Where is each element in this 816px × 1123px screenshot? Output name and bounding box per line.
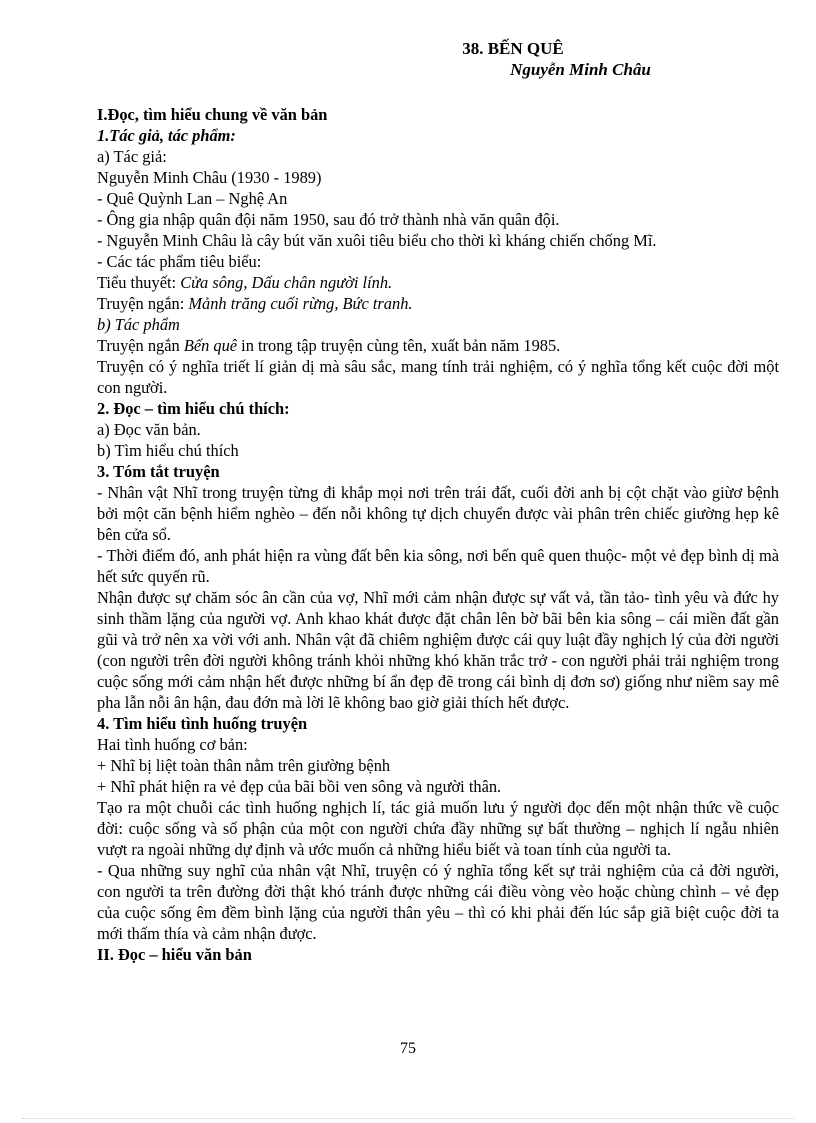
work-label: b) Tác phẩm [97,315,180,334]
document-title: 38. BẾN QUÊ [462,39,564,58]
author-name: Nguyễn Minh Châu [510,60,651,79]
work-pre: Truyện ngắn [97,336,184,355]
author-label: a) Tác giả: [97,147,167,166]
page-bottom-divider [22,1118,794,1119]
work-meaning: Truyện có ý nghĩa triết lí giản dị mà sâu sắc, mang tính trải nghiệm, có ý nghĩa tổng kết cuộc đời một con người. [97,357,779,397]
novel-label: Tiểu thuyết: [97,273,181,292]
bio-line: - Ông gia nhập quân đội năm 1950, sau đó trở thành nhà văn quân đội. [97,210,560,229]
story-titles: Mảnh trăng cuối rừng, Bức tranh. [188,294,413,313]
read-item: a) Đọc văn bản. [97,420,201,439]
read-item: b) Tìm hiểu chú thích [97,441,239,460]
section-heading-2: II. Đọc – hiểu văn bản [97,945,252,964]
work-line [97,335,779,356]
story-line [97,293,779,314]
section-heading-1: I.Đọc, tìm hiểu chung về văn bản [97,105,328,124]
page-number: 75 [400,1040,416,1057]
author-years: Nguyễn Minh Châu (1930 - 1989) [97,168,322,187]
work-post: in trong tập truyện cùng tên, xuất bản năm 1985. [237,336,561,355]
bio-line: - Các tác phẩm tiêu biểu: [97,252,262,271]
bio-line: - Quê Quỳnh Lan – Nghệ An [97,189,288,208]
summary-paragraph: - Thời điểm đó, anh phát hiện ra vùng đất bên kia sông, nơi bến quê quen thuộc- một vẻ đẹp bình dị mà hết sức quyến rũ. [97,546,779,586]
document-page [97,38,779,965]
summary-paragraph: Nhận được sự chăm sóc ân cần của vợ, Nhĩ mới cảm nhận được sự vất vả, tần tảo- tình yêu và đức hy sinh thầm lặng của người vợ. Anh khao khát được đặt chân lên bờ bãi bên kia sông – cái miền đất gần gũi và trở nên xa vời với anh. Nhân vật đã chiêm nghiệm được cái quy luật đầy nghịch lý của đời người (con người trên đời người không tránh khỏi những khó khăn trắc trở - con người phải trải nghiệm trong cuộc sống mới cảm nhận hết được những bí ẩn đẹp đẽ trong cái bình dị đơn sơ) giống như niềm say mê pha lẫn nỗi ân hận, đau đớn mà lời lẽ không bao giờ giải thích hết được. [97,588,779,712]
novel-titles: Cửa sông, Dấu chân người lính. [180,273,393,292]
subsection-heading-author-work: 1.Tác giả, tác phẩm: [97,126,236,145]
summary-paragraph: - Nhân vật Nhĩ trong truyện từng đi khắp mọi nơi trên trái đất, cuối đời anh bị cột chặt vào giừơ bệnh bởi một căn bệnh hiểm nghèo – đến nỗi không tự dịch chuyển được vài phân trên chiếc giường hẹp kê bên cửa sổ. [97,483,779,544]
story-label: Truyện ngắn: [97,294,189,313]
novel-line [97,272,779,293]
analysis-paragraph: - Qua những suy nghĩ của nhân vật Nhĩ, truyện có ý nghĩa tổng kết sự trải nghiệm của cả đời người, con người ta trên đường đời thật khó tránh được những cái điều vòng vèo hoặc chùng chình – vẻ đẹp của cuộc sống êm đềm bình lặng của người thân yêu – thì có khi phải đến lúc sắp giã biệt cuộc đời ta mới thấm thía và cảm nhận được. [97,861,779,943]
bio-line: - Nguyễn Minh Châu là cây bút văn xuôi tiêu biểu cho thời kì kháng chiến chống Mĩ. [97,231,657,250]
work-title: Bến quê [183,336,238,355]
situation-item: + Nhĩ phát hiện ra vẻ đẹp của bãi bồi ven sông và người thân. [97,777,502,796]
analysis-paragraph: Tạo ra một chuỗi các tình huống nghịch lí, tác giả muốn lưu ý người đọc đến một nhận thức về cuộc đời: cuộc sống và số phận của một con người chứa đầy những sự bất thường – nghịch lí ngẫu nhiên vượt ra ngoài những dự định và ước muốn cả những hiểu biết và toan tính của người ta. [97,798,779,859]
subsection-heading-reading: 2. Đọc – tìm hiểu chú thích: [97,399,290,418]
subsection-heading-summary: 3. Tóm tắt truyện [97,462,220,481]
situation-intro: Hai tình huống cơ bản: [97,735,248,754]
subsection-heading-situation: 4. Tìm hiểu tình huống truyện [97,714,308,733]
situation-item: + Nhĩ bị liệt toàn thân nằm trên giường bệnh [97,756,391,775]
